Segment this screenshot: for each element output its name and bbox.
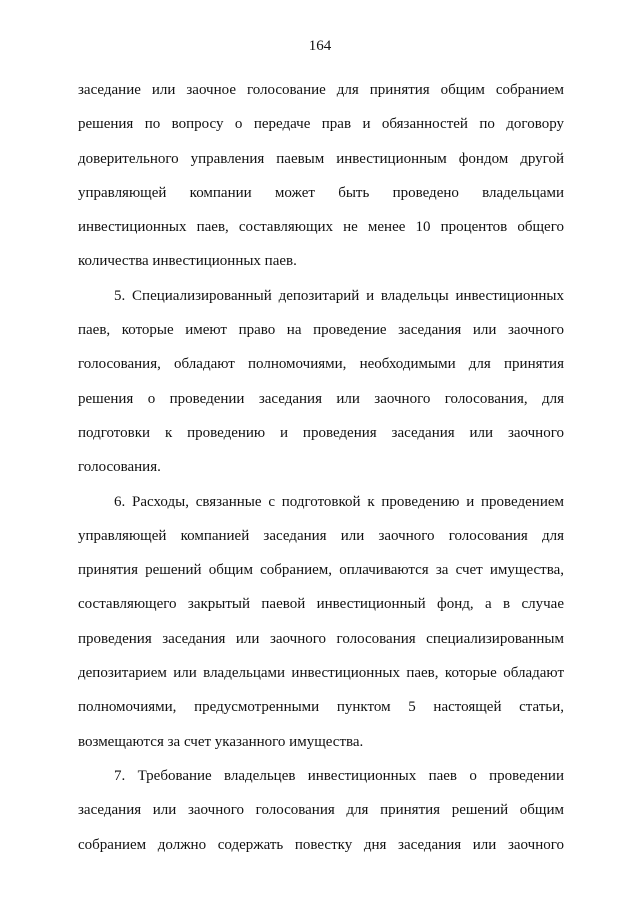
page-number: 164 bbox=[308, 38, 332, 54]
paragraph-item-6: 6. Расходы, связанные с подготовкой к проведению и проведением управляющей компанией заседания или заочного голосования для принятия решений общим собранием, оплачиваются за счет имущества, составляющего закрытый паевой инвестиционный фонд, а в случае проведения заседания или заочного голосования специализированным депозитарием или владельцами инвестиционных паев, которые обладают полномочиями, предусмотренными пунктом 5 настоящей статьи, возмещаются за счет указанного имущества. bbox=[78, 493, 564, 750]
paragraph-continuation: заседание или заочное голосование для принятия общим собранием решения по вопросу о передаче прав и обязанностей по договору доверительного управления паевым инвестиционным фондом другой управляющей компании может быть проведено владельцами инвестиционных паев, составляющих не менее 10 процентов общего количества инвестиционных паев. bbox=[78, 82, 564, 270]
document-body bbox=[78, 73, 564, 862]
paragraph-item-5: 5. Специализированный депозитарий и владельцы инвестиционных паев, которые имеют право на проведение заседания или заочного голосования, обладают полномочиями, необходимыми для принятия решения о проведении заседания или заочного голосования, для подготовки к проведению и проведения заседания или заочного голосования. bbox=[78, 287, 564, 476]
paragraph-item-7: 7. Требование владельцев инвестиционных паев о проведении заседания или заочного голосования для принятия решений общим собранием должно содержать повестку дня заседания или заочного bbox=[78, 767, 564, 853]
